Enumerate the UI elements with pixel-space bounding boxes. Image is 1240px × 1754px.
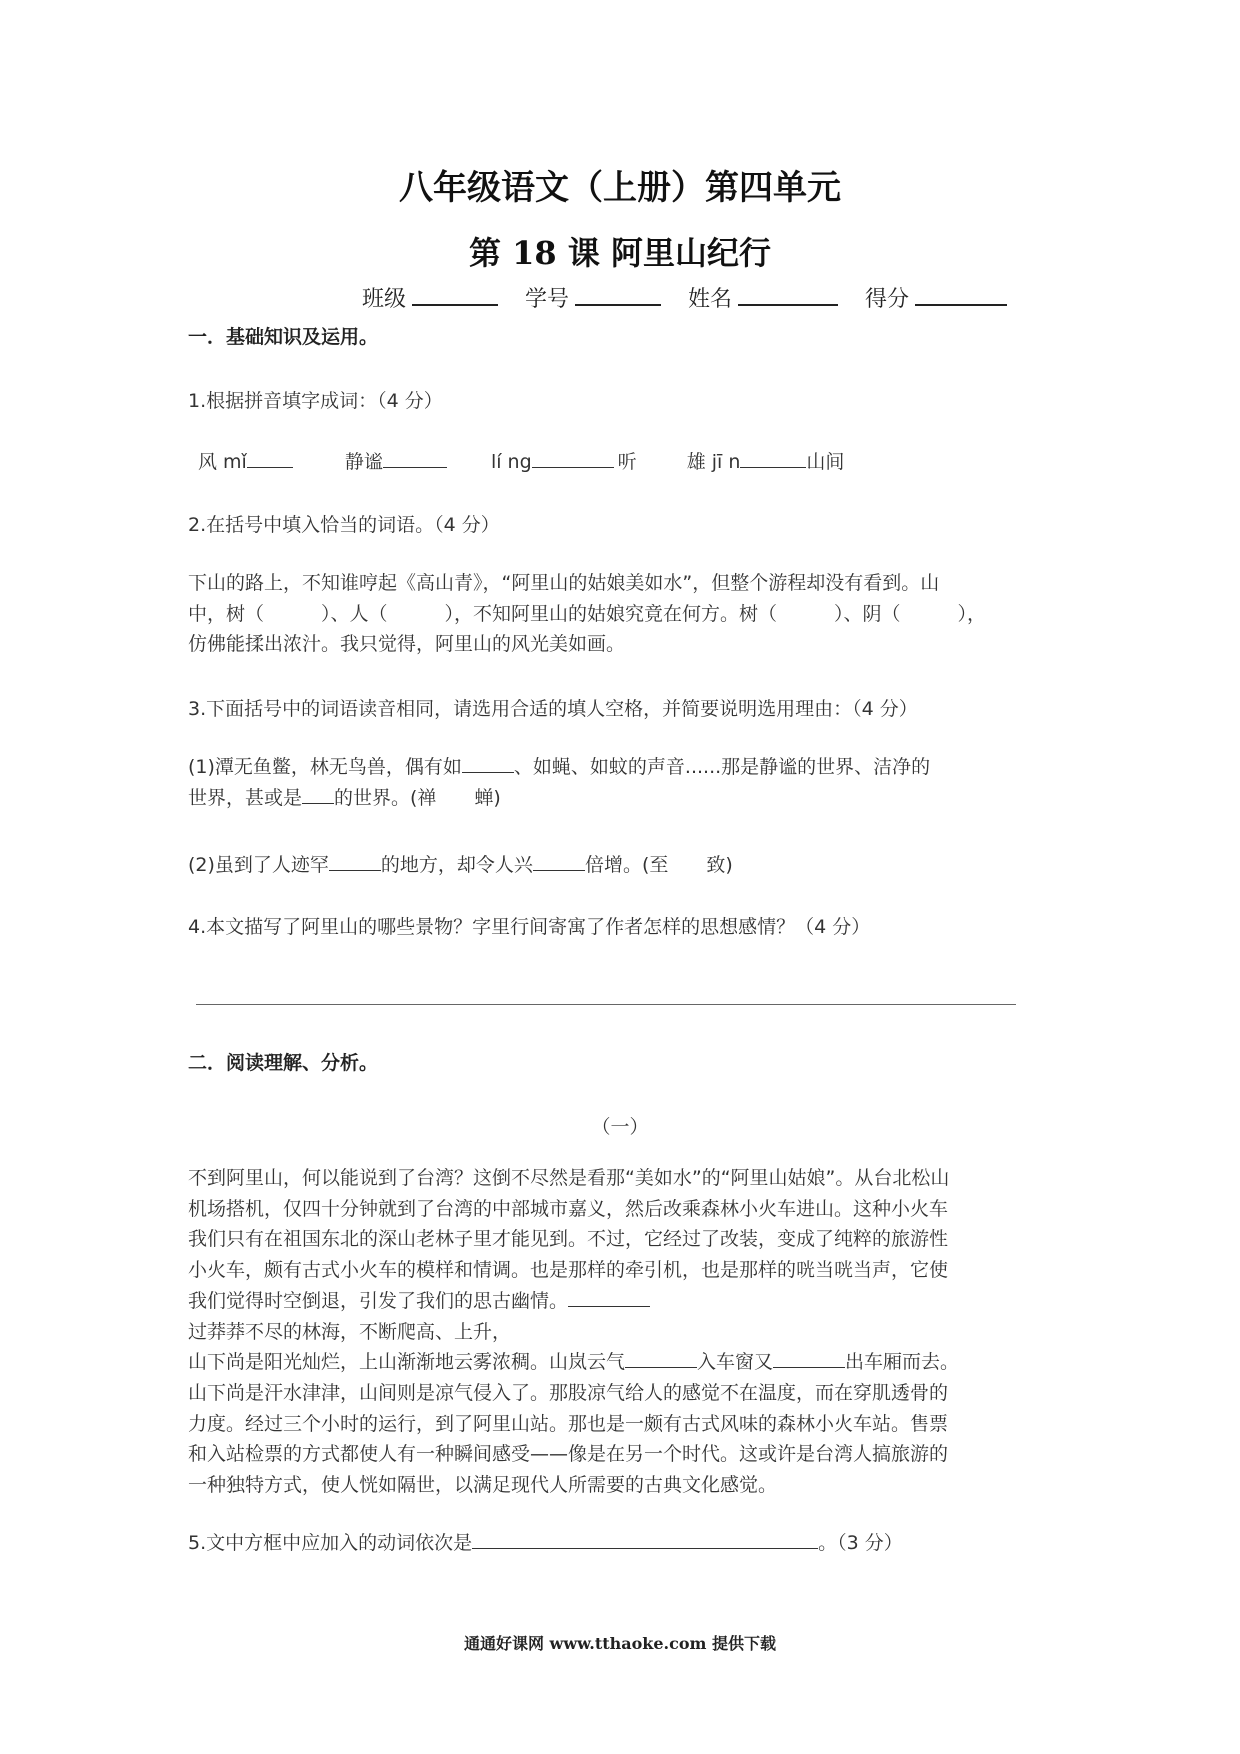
q1-item-4: 雄 jī n [686,451,741,473]
q1-item-4-suffix: 山间 [806,451,845,473]
question-5-prompt: 5.文中方框中应加入的动词依次是 [188,1532,473,1554]
page-footer: 通通好课网 www.tthaoke.com 提供下载 [463,1634,777,1653]
q3-text: 的地方，却令人兴 [380,854,533,876]
reading-part-label: （一） [591,1116,649,1138]
passage-line: 山下尚是阳光灿烂，上山渐渐地云雾浓稠。山岚云气 [188,1351,626,1374]
score-field[interactable] [915,282,1007,306]
passage-line: 力度。经过三个小时的运行，到了阿里山站。那也是一颇有古式风味的森林小火车站。售票 [188,1412,949,1435]
passage-line: 山下尚是汗水津津，山间则是凉气侵入了。那股凉气给人的感觉不在温度，而在穿肌透骨的 [188,1381,949,1404]
q1-item-2: 静谧 [344,451,383,473]
section-2-heading: 二．阅读理解、分析。 [188,1052,379,1074]
q3-blank-3[interactable] [329,852,381,871]
passage-line: 我们觉得时空倒退，引发了我们的思古幽情。 [188,1289,569,1312]
q3-text: 世界，甚或是 [188,786,303,809]
student-info-row [362,282,1013,313]
number-field[interactable] [575,282,661,306]
question-1-items [198,447,844,474]
q3-text: 倍增。(至 致) [584,854,733,876]
name-field[interactable] [738,282,838,306]
q2-line: 中，树（ ）、人（ ），不知阿里山的姑娘究竟在何方。树（ ）、阴（ ）， [188,602,987,625]
question-2-passage [188,568,1068,660]
question-3-part-2 [188,850,733,877]
passage-line: 出车厢而去。 [845,1351,960,1374]
name-label: 姓名 [688,287,733,312]
passage-blank-3[interactable] [773,1349,845,1368]
q5-answer-blank[interactable] [472,1530,818,1549]
passage-line: 小火车，颇有古式小火车的模样和情调。也是那样的牵引机，也是那样的咣当咣当声，它使 [188,1259,949,1282]
question-5 [188,1528,903,1555]
q2-line: 下山的路上，不知谁哼起《高山青》，“阿里山的姑娘美如水”，但整个游程却没有看到。山 [188,572,940,594]
passage-line: 一种独特方式，使人恍如隔世，以满足现代人所需要的古典文化感觉。 [188,1474,778,1497]
passage-line: 过莽莽不尽的林海，不断爬高、上升， [188,1320,512,1343]
lesson-title: 第 18 课 阿里山纪行 [469,234,771,272]
q3-blank-1[interactable] [462,754,514,773]
passage-blank-1[interactable] [568,1288,650,1307]
passage-line: 不到阿里山，何以能说到了台湾？这倒不尽然是看那“美如水”的“阿里山姑娘”。从台北松山 [188,1167,950,1189]
passage-line: 和入站检票的方式都使人有一种瞬间感受——像是在另一个时代。这或许是台湾人搞旅游的 [188,1443,949,1466]
question-2-prompt: 2.在括号中填入恰当的词语。（4 分） [188,514,500,536]
q2-line: 仿佛能揉出浓汁。我只觉得，阿里山的风光美如画。 [188,633,626,656]
number-label: 学号 [525,287,570,312]
passage-line: 我们只有在祖国东北的深山老林子里才能见到。不过，它经过了改装，变成了纯粹的旅游性 [188,1228,949,1251]
q3-text: (2)虽到了人迹罕 [188,854,329,876]
question-3-part-1 [188,752,1068,813]
page-title: 八年级语文（上册）第四单元 [399,168,841,208]
question-4-prompt: 4.本文描写了阿里山的哪些景物？字里行间寄寓了作者怎样的思想感情？（4 分） [188,916,871,938]
q3-text: (1)潭无鱼鳖，林无鸟兽，偶有如 [188,756,462,778]
reading-passage [188,1163,1068,1501]
passage-line: 入车窗又 [697,1351,774,1374]
passage-line: 机场搭机，仅四十分钟就到了台湾的中部城市嘉义，然后改乘森林小火车进山。这种小火车 [188,1197,949,1220]
q1-item-3: lí ng [490,451,532,473]
q3-text: 的世界。(禅 蝉) [334,786,501,809]
class-label: 班级 [362,287,407,312]
q3-text: 、如蝇、如蚊的声音......那是静谧的世界、洁净的 [513,756,931,778]
q1-blank-3[interactable] [532,449,614,468]
q3-blank-2[interactable] [302,785,334,804]
q1-item-1: 风 mǐ [198,451,247,473]
question-5-suffix: 。（3 分） [818,1532,903,1554]
question-1-prompt: 1.根据拼音填字成词：（4 分） [188,390,443,412]
q3-blank-4[interactable] [533,852,585,871]
q1-blank-2[interactable] [383,449,447,468]
passage-blank-2[interactable] [625,1349,697,1368]
score-label: 得分 [865,287,910,312]
section-1-heading: 一．基础知识及运用。 [188,326,379,348]
class-field[interactable] [412,282,498,306]
q4-answer-line[interactable] [196,1004,1016,1005]
q1-item-3-suffix: 听 [617,451,637,473]
q1-blank-4[interactable] [740,449,806,468]
q1-blank-1[interactable] [247,449,293,468]
question-3-prompt: 3.下面括号中的词语读音相同，请选用合适的填人空格，并简要说明选用理由：（4 分） [188,698,918,720]
